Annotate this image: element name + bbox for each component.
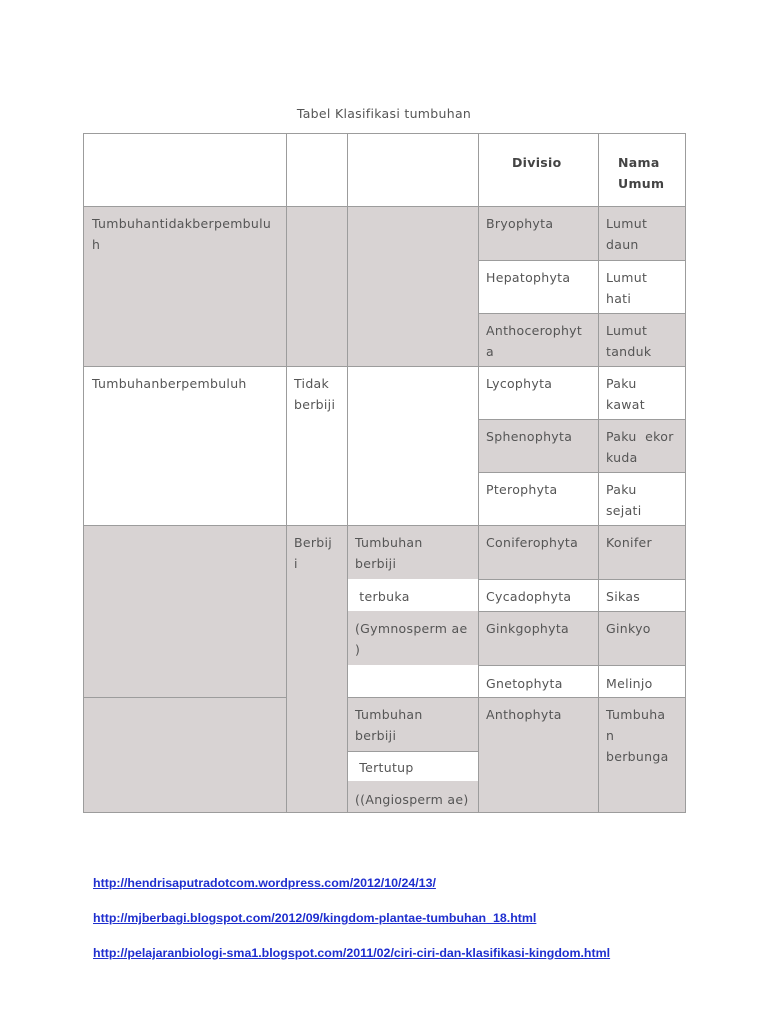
table-border-top xyxy=(83,133,686,134)
nama-cell: Tumbuha n berbunga xyxy=(598,697,685,812)
column-divider xyxy=(347,525,348,813)
nama-cell: Melinjo xyxy=(598,665,685,697)
nama-cell: Ginkyo xyxy=(598,611,685,665)
row-divider xyxy=(83,206,686,207)
group-vascular-label: Tumbuhanberpembuluh xyxy=(84,366,286,525)
group-seed-empty xyxy=(84,525,286,697)
nama-cell: Lumut daun xyxy=(598,206,685,260)
divisio-cell: Ginkgophyta xyxy=(478,611,598,665)
nama-cell: Lumut tanduk xyxy=(598,313,685,366)
divisio-cell: Cycadophyta xyxy=(478,579,598,611)
header-cell-1 xyxy=(84,134,286,206)
column-divider xyxy=(347,133,348,525)
divisio-cell: Sphenophyta xyxy=(478,419,598,472)
group-vascular-empty xyxy=(347,366,478,525)
group-nonvascular-empty-2 xyxy=(347,206,478,366)
reference-link-1[interactable]: http://hendrisaputradotcom.wordpress.com/2012/10/24/13/ xyxy=(93,876,436,890)
row-divider xyxy=(478,313,686,314)
group-angiosperm-empty xyxy=(84,697,286,812)
table-border-bottom xyxy=(83,812,686,813)
row-divider xyxy=(478,611,686,612)
row-divider xyxy=(347,751,478,752)
divisio-cell: Hepatophyta xyxy=(478,260,598,313)
nama-cell: Konifer xyxy=(598,525,685,579)
nama-cell: Paku kawat xyxy=(598,366,685,419)
angiosperm-line-1: Tumbuhan berbiji xyxy=(347,697,478,751)
divisio-cell: Pterophyta xyxy=(478,472,598,525)
berbiji-label: Berbij i xyxy=(286,525,347,812)
row-divider xyxy=(347,697,686,698)
gymnosperm-line-2: terbuka xyxy=(347,579,478,611)
reference-link-2[interactable]: http://mjberbagi.blogspot.com/2012/09/kingdom-plantae-tumbuhan_18.html xyxy=(93,911,537,925)
gymnosperm-line-3: (Gymnosperm ae ) xyxy=(347,611,478,665)
reference-link-3[interactable]: http://pelajaranbiologi-sma1.blogspot.com/2011/02/ciri-ciri-dan-klasifikasi-kingdom.html xyxy=(93,946,611,960)
group-nonvascular-empty-1 xyxy=(286,206,347,366)
angiosperm-line-2: Tertutup xyxy=(347,751,478,781)
row-divider xyxy=(83,525,686,526)
row-divider xyxy=(478,665,686,666)
angiosperm-line-3: ((Angiosperm ae) xyxy=(347,781,478,812)
row-divider xyxy=(478,260,686,261)
column-divider xyxy=(286,133,287,813)
divisio-cell: Lycophyta xyxy=(478,366,598,419)
table-caption: Tabel Klasifikasi tumbuhan xyxy=(296,106,472,121)
row-divider xyxy=(478,419,686,420)
nama-cell: Paku sejati xyxy=(598,472,685,525)
nama-cell: Paku ekor kuda xyxy=(598,419,685,472)
row-divider xyxy=(83,366,686,367)
divisio-cell: Bryophyta xyxy=(478,206,598,260)
gymnosperm-empty xyxy=(347,665,478,697)
nama-cell: Lumut hati xyxy=(598,260,685,313)
row-divider xyxy=(478,472,686,473)
divisio-cell: Gnetophyta xyxy=(478,665,598,697)
header-nama-umum: Nama Umum xyxy=(598,134,685,206)
row-divider xyxy=(478,579,686,580)
tidak-berbiji-label: Tidak berbiji xyxy=(286,366,347,525)
column-divider xyxy=(478,133,479,813)
header-divisio: Divisio xyxy=(478,134,598,206)
divisio-cell: Coniferophyta xyxy=(478,525,598,579)
group-nonvascular-label: Tumbuhantidakberpembulu h xyxy=(84,206,286,366)
header-cell-3 xyxy=(347,134,478,206)
column-divider xyxy=(598,133,599,813)
table-border-left xyxy=(83,133,84,813)
gymnosperm-line-1: Tumbuhan berbiji xyxy=(347,525,478,579)
divisio-cell: Anthocerophyt a xyxy=(478,313,598,366)
row-divider xyxy=(83,697,286,698)
header-cell-2 xyxy=(286,134,347,206)
divisio-cell: Anthophyta xyxy=(478,697,598,812)
nama-cell: Sikas xyxy=(598,579,685,611)
table-border-right xyxy=(685,133,686,813)
